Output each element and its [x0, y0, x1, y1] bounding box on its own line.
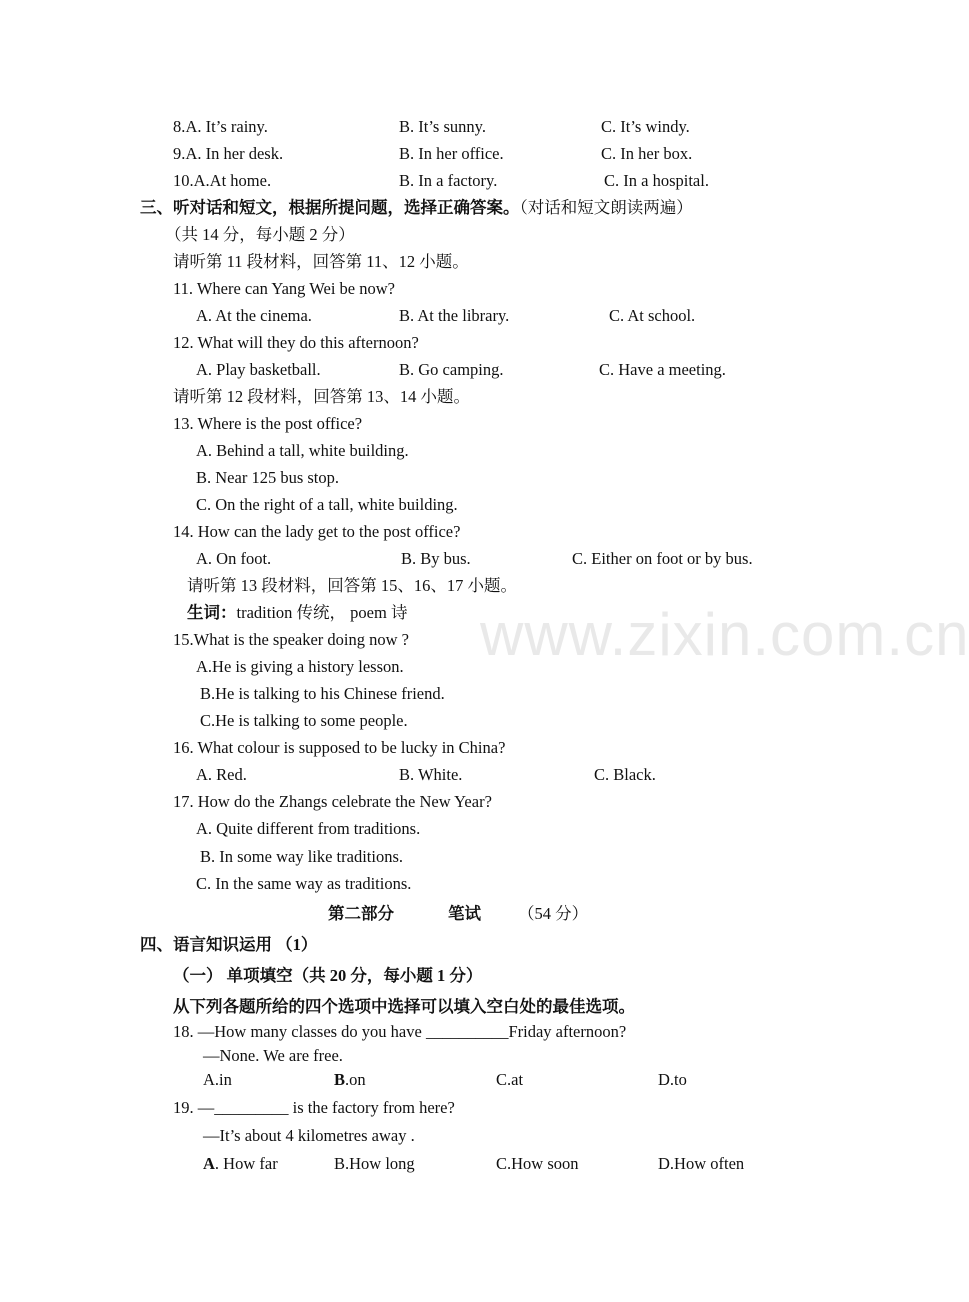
q17-option-c: C. In the same way as traditions. — [196, 874, 412, 893]
section4-subheading: （一） 单项填空（共 20 分，每小题 1 分） — [173, 966, 483, 985]
q16-stem: 16. What colour is supposed to be lucky in China? — [173, 738, 506, 757]
q18-option-c: C.at — [496, 1070, 524, 1089]
section3-score: （共 14 分，每小题 2 分） — [165, 225, 355, 244]
q16-option-a: A. Red. — [196, 765, 247, 784]
q12-option-b: B. Go camping. — [399, 360, 504, 379]
q17-stem: 17. How do the Zhangs celebrate the New Year? — [173, 792, 492, 811]
q14-option-b: B. By bus. — [401, 549, 471, 568]
part2-score: （54 分） — [518, 904, 589, 923]
q15-option-b: B.He is talking to his Chinese friend. — [200, 684, 445, 703]
q12-stem: 12. What will they do this afternoon? — [173, 333, 419, 352]
q14-stem: 14. How can the lady get to the post office? — [173, 522, 461, 541]
q13-option-c: C. On the right of a tall, white building. — [196, 495, 458, 514]
q10-option-a: 10.A.At home. — [173, 171, 272, 190]
q15-stem: 15.What is the speaker doing now ? — [173, 630, 409, 649]
q18-reply: —None. We are free. — [203, 1046, 343, 1065]
part2-name: 笔试 — [448, 904, 481, 923]
q17-option-b: B. In some way like traditions. — [200, 847, 404, 866]
q16-option-b: B. White. — [399, 765, 463, 784]
section4-heading: 四、语言知识运用 （1） — [140, 935, 318, 954]
vocabulary-note: 生词：tradition 传统， poem 诗 — [187, 603, 408, 622]
q8-option-b: B. It’s sunny. — [399, 117, 486, 136]
q14-option-a: A. On foot. — [196, 549, 272, 568]
q19-option-c: C.How soon — [496, 1154, 579, 1173]
q12-option-c: C. Have a meeting. — [599, 360, 726, 379]
q8-option-c: C. It’s windy. — [601, 117, 690, 136]
q16-option-c: C. Black. — [594, 765, 656, 784]
q15-option-a: A.He is giving a history lesson. — [196, 657, 404, 676]
section3-heading: 三、听对话和短文，根据所提问题，选择正确答案。（对话和短文朗读两遍） — [140, 198, 693, 217]
q9-option-b: B. In her office. — [399, 144, 504, 163]
q18-option-b: B.on — [334, 1070, 366, 1089]
q9-option-c: C. In her box. — [601, 144, 693, 163]
section4-instruction: 从下列各题所给的四个选项中选择可以填入空白处的最佳选项。 — [173, 997, 635, 1016]
material-12-instruction: 请听第 12 段材料，回答第 13、14 小题。 — [173, 387, 470, 406]
q13-option-a: A. Behind a tall, white building. — [196, 441, 409, 460]
q14-option-c: C. Either on foot or by bus. — [572, 549, 753, 568]
q18-option-d: D.to — [658, 1070, 687, 1089]
q13-option-b: B. Near 125 bus stop. — [196, 468, 339, 487]
q10-option-b: B. In a factory. — [399, 171, 498, 190]
q11-option-b: B. At the library. — [399, 306, 510, 325]
q11-option-c: C. At school. — [609, 306, 696, 325]
q19-option-a: A. How far — [203, 1154, 278, 1173]
material-13-instruction: 请听第 13 段材料，回答第 15、16、17 小题。 — [187, 576, 517, 595]
q18-option-a: A.in — [203, 1070, 232, 1089]
q19-reply: —It’s about 4 kilometres away . — [203, 1126, 415, 1145]
q11-option-a: A. At the cinema. — [196, 306, 312, 325]
q19-stem: 19. —_________ is the factory from here? — [173, 1098, 455, 1117]
q18-stem: 18. —How many classes do you have __________Friday afternoon? — [173, 1022, 627, 1041]
q10-option-c: C. In a hospital. — [604, 171, 709, 190]
q8-option-a: 8. A. It’s rainy. — [173, 117, 268, 136]
q19-option-d: D.How often — [658, 1154, 745, 1173]
q11-stem: 11. Where can Yang Wei be now? — [173, 279, 395, 298]
material-11-instruction: 请听第 11 段材料，回答第 11、12 小题。 — [173, 252, 469, 271]
q15-option-c: C.He is talking to some people. — [200, 711, 408, 730]
q9-option-a: 9. A. In her desk. — [173, 144, 284, 163]
q17-option-a: A. Quite different from traditions. — [196, 819, 421, 838]
watermark: www.zixin.com.cn — [480, 601, 969, 668]
q19-option-b: B.How long — [334, 1154, 415, 1173]
part2-title: 第二部分 — [328, 904, 394, 923]
q13-stem: 13. Where is the post office? — [173, 414, 363, 433]
q12-option-a: A. Play basketball. — [196, 360, 321, 379]
